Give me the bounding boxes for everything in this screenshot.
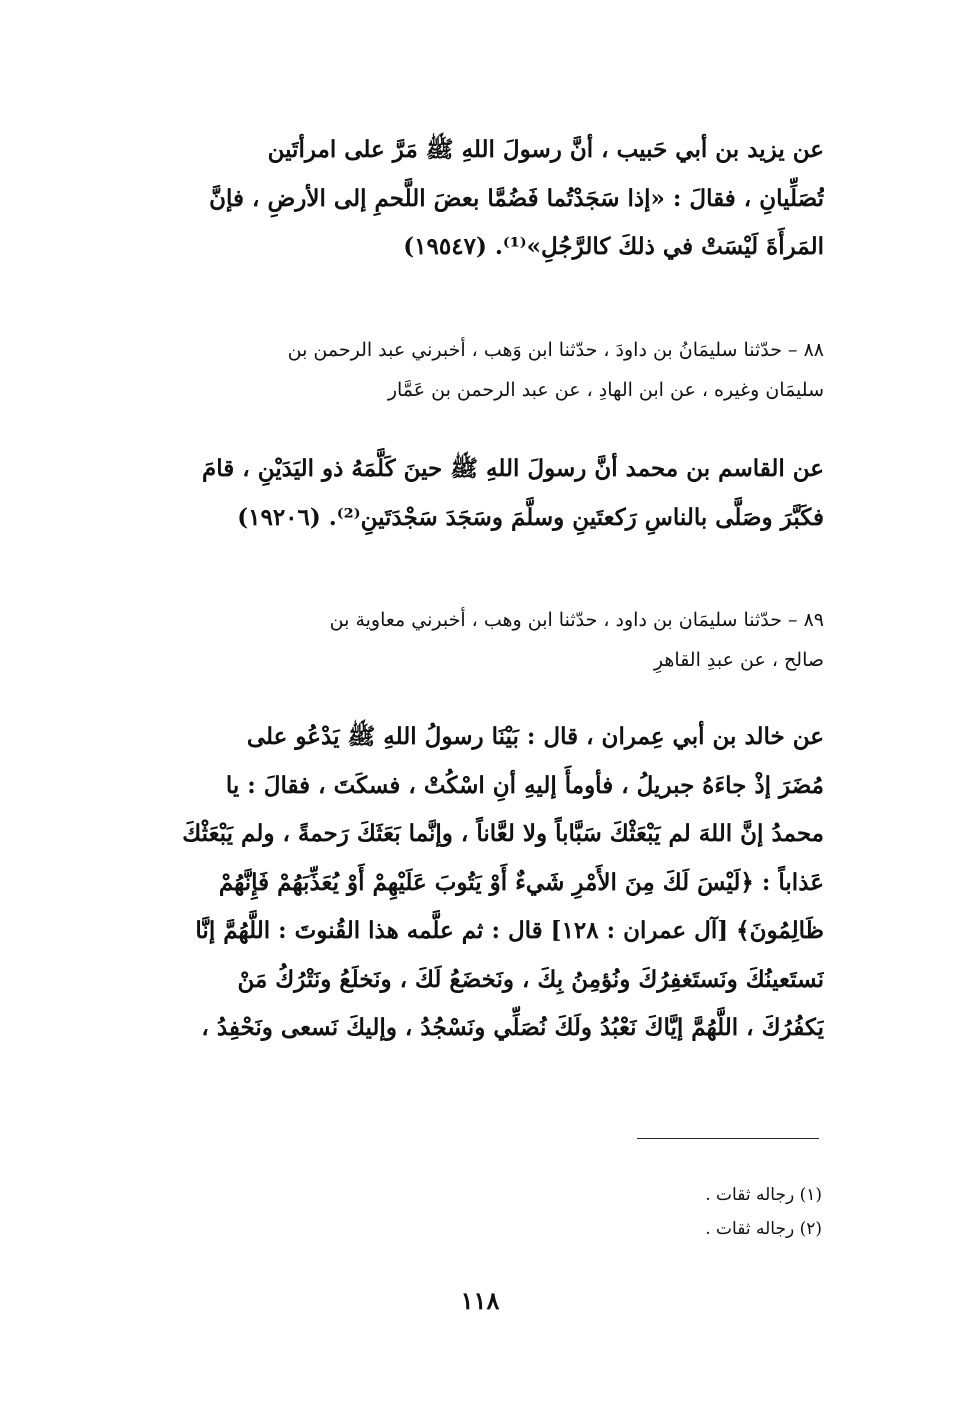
hadith-89-chain <box>100 600 824 680</box>
text-line: مُضَرَ إذْ جاءَهُ جبريلُ ، فأومأَ إليهِ أنِ اسْكُتْ ، فسكَتَ ، فقالَ : يا <box>225 771 824 799</box>
text-line: عن القاسم بن محمد أنَّ رسولَ اللهِ ﷺ حينَ كَلَّمَهُ ذو اليَدَيْنِ ، قامَ <box>202 455 824 482</box>
text-line: فكَبَّرَ وصَلَّى بالناسِ رَكعتَينِ وسلَّمَ وسَجَدَ سَجْدَتَينِ⁽²⁾. (١٩٢٠٦) <box>237 503 824 531</box>
hadith-88-chain <box>100 330 824 410</box>
text-line: ظَالِمُونَ﴾ [آل عمران : ١٢٨] قال : ثم علَّمه هذا القُنوتَ : اللَّهُمَّ إنَّا <box>195 917 824 944</box>
text-line: عن يزيد بن أبي حَبيب ، أنَّ رسولَ اللهِ ﷺ مَرَّ على امرأتَين <box>267 136 824 163</box>
text-line: عن خالد بن أبي عِمران ، قال : بَيْنَا رسولُ اللهِ ﷺ يَدْعُو على <box>246 723 824 750</box>
text-line: نَستَعينُكَ ونَستَغفِرُكَ ونُؤمِنُ بِكَ ، ونَخضَعُ لَكَ ، ونَخلَعُ ونَتْرُكُ مَنْ <box>237 965 824 993</box>
hadith-89-text <box>100 713 824 1053</box>
footnotes <box>560 1178 822 1246</box>
text-line: محمدُ إنَّ اللهَ لم يَبْعَثْكَ سَبَّاباً ولا لعَّاناً ، وإنَّما بَعَثَكَ رَحمةً ، ولم يَبْعَثْكَ <box>182 820 824 847</box>
hadith-88-text <box>100 445 824 542</box>
text-line: يَكفُرُكَ ، اللَّهُمَّ إيَّاكَ نَعْبُدُ ولَكَ نُصَلِّي ونَسْجُدُ ، وإليكَ نَسعى ونَحْفِدُ ، <box>201 1014 824 1041</box>
text-line: سليمَان وغيره ، عن ابن الهادِ ، عن عبد الرحمن بن عَمَّار <box>387 379 824 401</box>
footnote-1: (١) رجاله ثقات . <box>705 1185 822 1205</box>
text-line: عَذاباً : ﴿لَيْسَ لَكَ مِنَ الأَمْرِ شَيءٌ أَوْ يَتُوبَ عَلَيْهِمْ أَوْ يُعَذِّبَهُمْ فَإِنَّهُمْ <box>218 868 824 896</box>
footnote-divider <box>637 1138 819 1139</box>
text-line: تُصَلِّيانِ ، فقالَ : «إذا سَجَدْتُما فَضُمَّا بعضَ اللَّحمِ إلى الأرضِ ، فإنَّ <box>209 184 824 212</box>
text-line: ٨٨ – حدّثنا سليمَانُ بن داودَ ، حدّثنا ابن وَهب ، أخبرني عبد الرحمن بن <box>287 339 824 361</box>
page-number: ١١٨ <box>460 1286 500 1315</box>
text-line: ٨٩ – حدّثنا سليمَان بن داود ، حدّثنا ابن وهب ، أخبرني معاوية بن <box>329 609 824 631</box>
hadith-87-text <box>100 126 824 272</box>
footnote-2: (٢) رجاله ثقات . <box>705 1219 822 1239</box>
text-line: صالح ، عن عبدِ القاهرِ <box>653 649 824 671</box>
text-line: المَرأَةَ لَيْسَتْ في ذلكَ كالرَّجُلِ»⁽¹⁾. (١٩٥٤٧) <box>403 233 824 260</box>
